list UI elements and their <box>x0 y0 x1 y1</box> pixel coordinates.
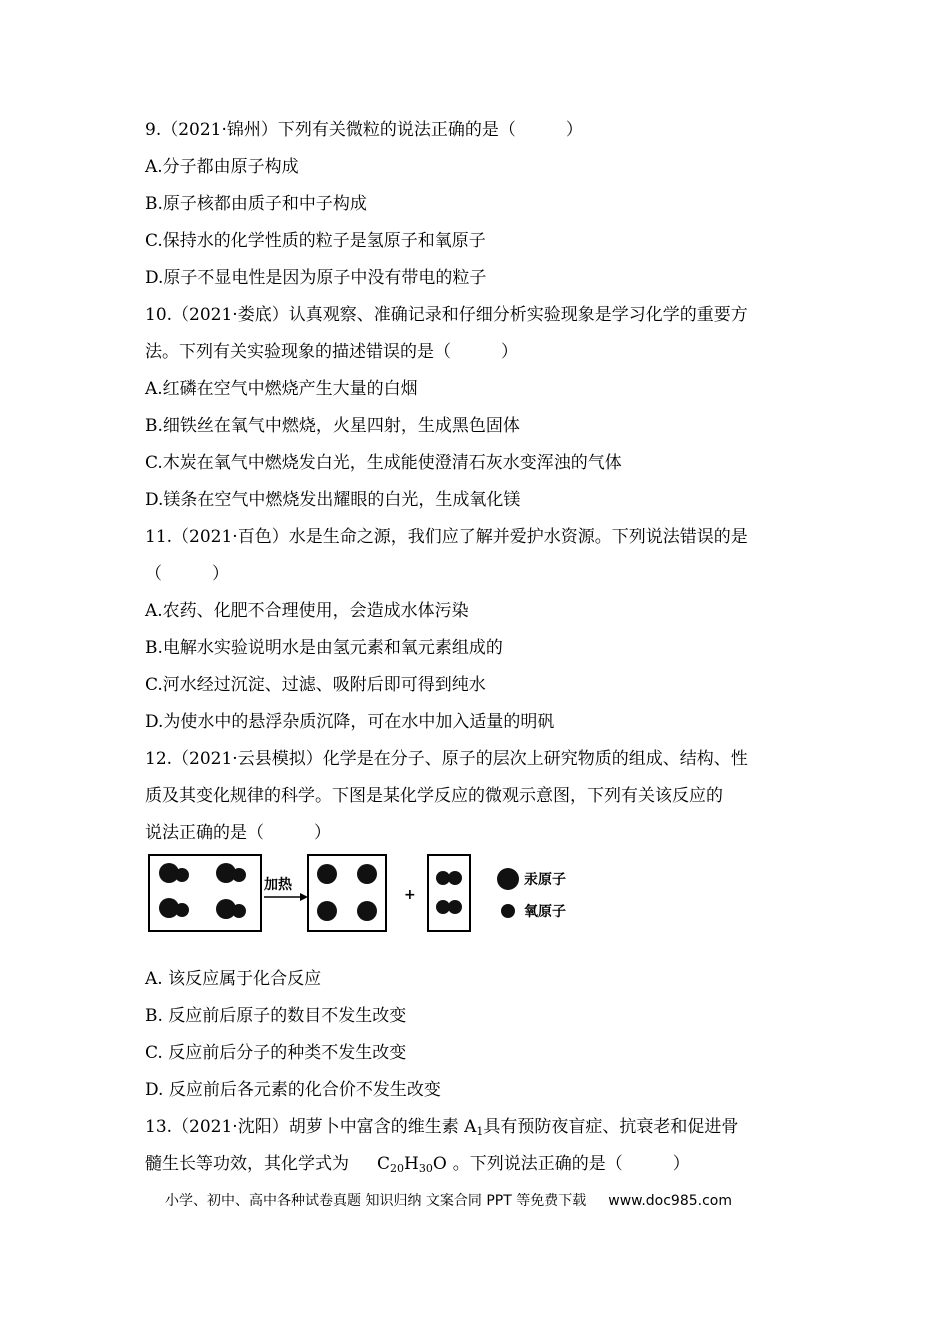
q11-option-d: D.为使水中的悬浮杂质沉降，可在水中加入适量的明矾 <box>145 712 555 732</box>
q12-stem-line2: 质及其变化规律的科学。下图是某化学反应的微观示意图，下列有关该反应的 <box>145 786 723 806</box>
hgo-molecule <box>216 899 246 919</box>
q10-option-a: A.红磷在空气中燃烧产生大量的白烟 <box>145 379 418 399</box>
mercury-atom <box>357 864 377 884</box>
q13-stem-line1: 13.（2021·沈阳）胡萝卜中富含的维生素 $A_1$具有预防夜盲症、抗衰老和促进骨 <box>145 1117 739 1138</box>
q9-option-c: C.保持水的化学性质的粒子是氢原子和氧原子 <box>145 231 486 251</box>
mercury-product-box <box>308 855 386 931</box>
q12-stem-line1: 12.（2021·云县模拟）化学是在分子、原子的层次上研究物质的组成、结构、性 <box>145 749 748 769</box>
q11-option-a: A.农药、化肥不合理使用，会造成水体污染 <box>145 601 469 621</box>
oxygen-molecule <box>436 900 462 914</box>
legend-oxygen-label: 氧原子 <box>524 904 566 920</box>
arrow-label: 加热 <box>264 877 292 893</box>
q10-stem-line2: 法。下列有关实验现象的描述错误的是（ ） <box>145 342 518 362</box>
q10-option-c: C.木炭在氧气中燃烧发白光，生成能使澄清石灰水变浑浊的气体 <box>145 453 622 473</box>
q12-option-d: D. 反应前后各元素的化合价不发生改变 <box>145 1080 441 1100</box>
reaction-diagram <box>146 851 583 933</box>
footer-url[interactable]: www.doc985.com <box>608 1193 732 1209</box>
oxygen-product-box <box>428 855 470 931</box>
legend-mercury-dot <box>497 868 519 890</box>
q10-option-d: D.镁条在空气中燃烧发出耀眼的白光，生成氧化镁 <box>145 490 521 510</box>
chemical-formula: $C_{20}H_{30}O$ <box>377 1154 447 1175</box>
plus-sign: + <box>404 887 416 903</box>
reaction-arrowhead <box>300 893 308 901</box>
hgo-molecule <box>159 863 189 883</box>
q10-option-b: B.细铁丝在氧气中燃烧，火星四射，生成黑色固体 <box>145 416 520 436</box>
q11-stem-line1: 11.（2021·百色）水是生命之源，我们应了解并爱护水资源。下列说法错误的是 <box>145 527 748 547</box>
page-footer <box>165 1190 732 1210</box>
q11-stem-line2: （ ） <box>145 564 229 584</box>
hgo-molecule <box>159 898 189 918</box>
mercury-atom <box>317 901 337 921</box>
q11-option-b: B.电解水实验说明水是由氢元素和氧元素组成的 <box>145 638 503 658</box>
hgo-molecule <box>216 863 246 883</box>
q12-option-b: B. 反应前后原子的数目不发生改变 <box>145 1006 407 1026</box>
q12-stem-line3: 说法正确的是（ ） <box>145 823 331 843</box>
q9-stem: 9.（2021·锦州）下列有关微粒的说法正确的是（ ） <box>145 120 583 140</box>
q9-option-a: A.分子都由原子构成 <box>145 157 299 177</box>
legend-mercury-label: 汞原子 <box>524 872 566 888</box>
footer-text: 小学、初中、高中各种试卷真题 知识归纳 文案合同 PPT 等免费下载 <box>165 1193 587 1209</box>
legend-oxygen-dot <box>501 904 515 918</box>
q9-option-b: B.原子核都由质子和中子构成 <box>145 194 367 214</box>
q13-stem-line2: 髓生长等功效，其化学式为 $C_{20}H_{30}O$ 。下列说法正确的是（ ） <box>145 1154 690 1175</box>
q12-option-a: A. 该反应属于化合反应 <box>145 969 322 989</box>
q9-option-d: D.原子不显电性是因为原子中没有带电的粒子 <box>145 268 487 288</box>
mercury-atom <box>357 901 377 921</box>
oxygen-molecule <box>436 871 462 885</box>
q10-stem-line1: 10.（2021·娄底）认真观察、准确记录和仔细分析实验现象是学习化学的重要方 <box>145 305 748 325</box>
mercury-atom <box>317 864 337 884</box>
q11-option-c: C.河水经过沉淀、过滤、吸附后即可得到纯水 <box>145 675 486 695</box>
q12-option-c: C. 反应前后分子的种类不发生改变 <box>145 1043 407 1063</box>
